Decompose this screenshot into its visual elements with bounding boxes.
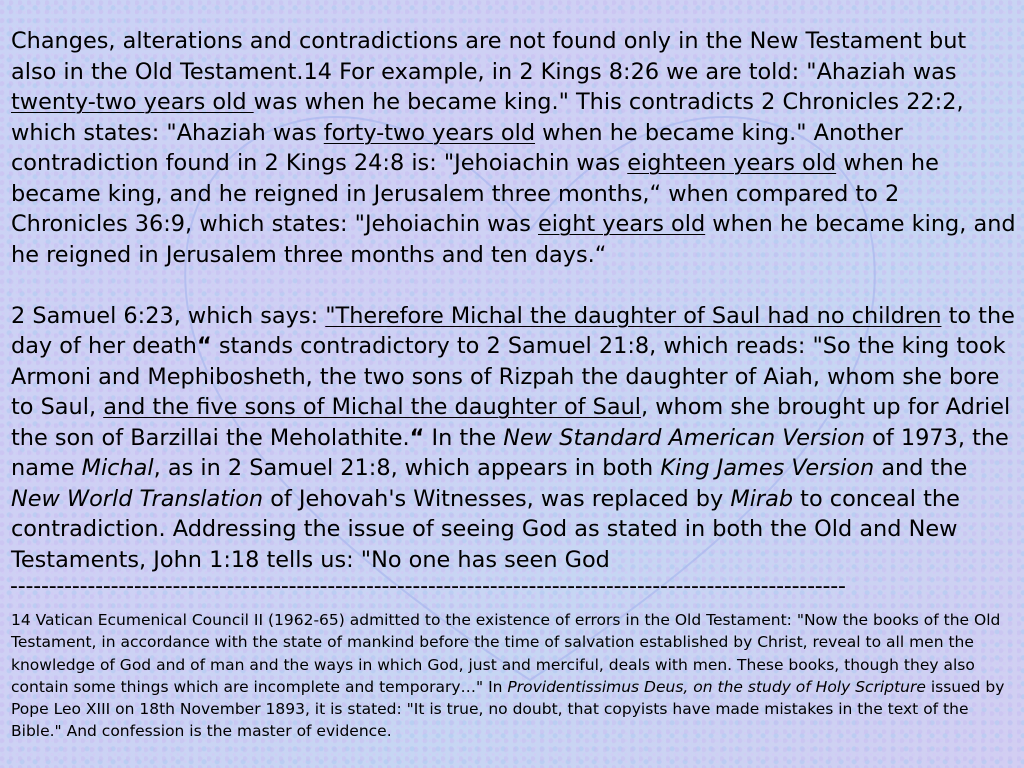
italic-title: New World Translation	[11, 485, 264, 512]
quote-mark: “	[196, 333, 212, 359]
text-run: 2 Samuel 6:23, which says:	[11, 302, 326, 329]
text-run: , whom she brought up for Adriel the son of Barzillai the Meholathite.	[11, 394, 1011, 451]
underlined-phrase: twenty-two years old	[11, 89, 254, 115]
italic-title: King James Version	[660, 455, 875, 481]
italic-title: New Standard American Version	[503, 424, 866, 451]
text-run: when he became king, and he reigned in Jerusalem three months,“ when compared to 2 Chronicles 36:9, which states: "Jehoiachin was	[11, 150, 939, 237]
text-run: when he became king, and he reigned in Jerusalem three months and ten days.“	[11, 211, 1016, 268]
italic-title: Providentissimus Deus, on the study of Holy Scripture	[507, 677, 926, 696]
quote-mark: “	[409, 424, 425, 451]
text-run: of 1973, the name	[11, 424, 1009, 481]
text-run: stands contradictory to 2 Samuel 21:8, which reads: "So the king took Armoni and Mephibosheth, the two sons of Rizpah the daughter of Aiah, whom she bore to Saul,	[11, 333, 1006, 420]
text-run: , as in 2 Samuel 21:8, which appears in both	[153, 455, 661, 481]
underlined-phrase: "Therefore Michal the daughter of Saul had no children	[325, 302, 942, 329]
text-run: and the	[874, 455, 968, 481]
text-run: of Jehovah's Witnesses, was replaced by	[263, 485, 731, 512]
footnote	[11, 609, 1016, 743]
underlined-phrase: eighteen years old	[627, 150, 837, 176]
text-run: when he became king." Another contradiction found in 2 Kings 24:8 is: "Jehoiachin was	[11, 119, 903, 176]
text-run: to conceal the contradiction. Addressing the issue of seeing God as stated in both the Old and New Testaments, John 1:18 tells us: "No one has seen God	[11, 485, 960, 573]
text-run: to the day of her death	[11, 302, 1015, 359]
main-text	[11, 26, 1017, 575]
text-run: In the	[424, 424, 504, 451]
underlined-phrase: and the five sons of Michal the daughter of Saul	[103, 394, 641, 420]
text-run: issued by Pope Leo XIII on 18th November 1893, it is stated: "It is true, no doubt, that copyists have made mistakes in the text of the Bible." And confession is the master of evidence.	[11, 677, 1005, 741]
text-run: 14 Vatican Ecumenical Council II (1962-65) admitted to the existence of errors in the Old Testament: "Now the books of the Old Testament, in accordance with the state of mankind before the time of salvation established by Christ, reveal to all men the knowledge of God and of man and the ways in which God, just and merciful, deals with men. These books, though they also contain some things which are incomplete and temporary…" In	[11, 611, 1001, 696]
underlined-phrase: forty-two years old	[323, 119, 536, 146]
italic-name: Mirab	[730, 485, 794, 512]
underlined-phrase: eight years old	[538, 211, 706, 237]
text-run: was when he became king." This contradicts 2 Chronicles 22:2, which states: "Ahaziah was	[11, 89, 964, 146]
footnote-divider: ------------------------------------------------------------------------------------------------------------	[10, 576, 846, 598]
text-run: Changes, alterations and contradictions are not found only in the New Testament but also in the Old Testament.14 For example, in 2 Kings 8:26 we are told: "Ahaziah was	[11, 28, 967, 85]
paragraph-2	[11, 301, 1017, 576]
paragraph-1	[11, 26, 1017, 270]
italic-name: Michal	[81, 455, 154, 481]
